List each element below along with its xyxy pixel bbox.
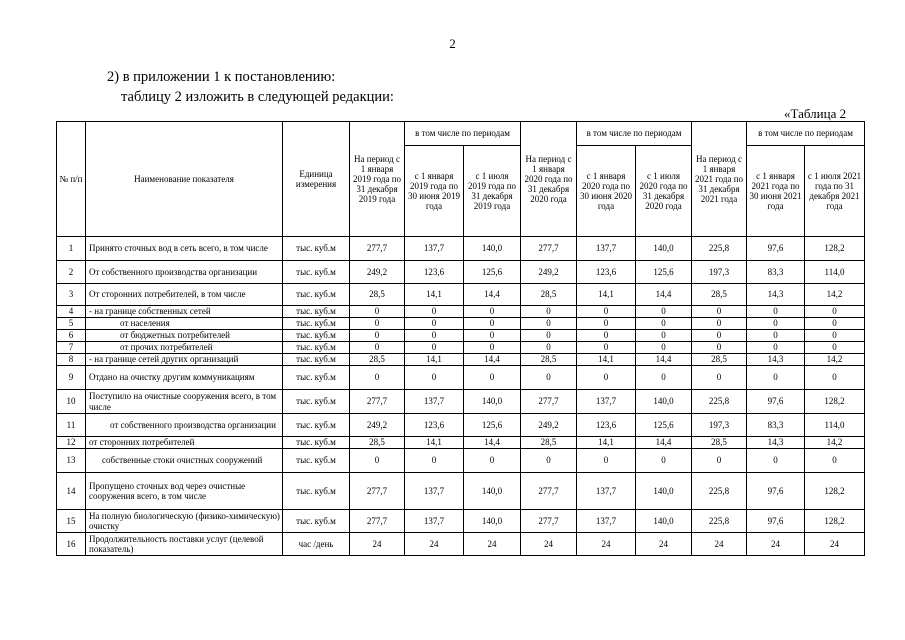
table-row [57,366,865,390]
value-cell: 28,5 [521,437,577,449]
value-cell: 0 [405,318,464,330]
value-cell: 249,2 [350,261,405,284]
value-cell: 0 [636,330,692,342]
value-cell: 0 [577,342,636,354]
value-cell: 277,7 [350,390,405,414]
value-cell: 197,3 [692,261,747,284]
value-cell: 197,3 [692,414,747,437]
value-cell: 14,1 [405,354,464,366]
header-total-2021: На период с 1 января 2021 года по 31 декабря 2021 года [692,122,747,237]
value-cell: 14,1 [405,284,464,306]
value-cell: 0 [747,449,805,473]
indicator-name: Поступило на очистные сооружения всего, в том числе [86,390,283,414]
value-cell: 14,4 [464,437,521,449]
row-number: 5 [57,318,86,330]
value-cell: 0 [464,318,521,330]
value-cell: 28,5 [350,354,405,366]
unit-cell: тыс. куб.м [283,237,350,261]
value-cell: 0 [692,306,747,318]
header-h1-2019: с 1 января 2019 года по 30 июня 2019 года [405,146,464,237]
header-name: Наименование показателя [86,122,283,237]
value-cell: 140,0 [636,390,692,414]
value-cell: 128,2 [805,390,865,414]
value-cell: 125,6 [464,261,521,284]
value-cell: 0 [747,366,805,390]
value-cell: 277,7 [350,510,405,533]
value-cell: 0 [577,306,636,318]
value-cell: 249,2 [521,414,577,437]
value-cell: 97,6 [747,237,805,261]
unit-cell: тыс. куб.м [283,318,350,330]
value-cell: 28,5 [692,437,747,449]
value-cell: 14,2 [805,437,865,449]
value-cell: 14,2 [805,354,865,366]
table-header [57,122,865,237]
row-number: 11 [57,414,86,437]
row-number: 12 [57,437,86,449]
table-row [57,414,865,437]
value-cell: 0 [692,366,747,390]
intro-line-2: таблицу 2 изложить в следующей редакции: [121,89,394,105]
table-row [57,261,865,284]
header-h2-2019: с 1 июля 2019 года по 31 декабря 2019 года [464,146,521,237]
header-h1-2021: с 1 января 2021 года по 30 июня 2021 года [747,146,805,237]
row-number: 13 [57,449,86,473]
value-cell: 83,3 [747,261,805,284]
table-row [57,342,865,354]
row-number: 1 [57,237,86,261]
value-cell: 24 [464,533,521,556]
unit-cell: тыс. куб.м [283,261,350,284]
value-cell: 0 [636,449,692,473]
value-cell: 0 [692,330,747,342]
value-cell: 0 [577,366,636,390]
table-caption: «Таблица 2 [784,106,847,121]
value-cell: 24 [805,533,865,556]
value-cell: 28,5 [521,284,577,306]
row-number: 7 [57,342,86,354]
value-cell: 0 [805,366,865,390]
header-h1-2020: с 1 января 2020 года по 30 июня 2020 года [577,146,636,237]
table-row [57,510,865,533]
unit-cell: час /день [283,533,350,556]
value-cell: 14,4 [636,437,692,449]
row-number: 3 [57,284,86,306]
value-cell: 0 [350,318,405,330]
row-number: 10 [57,390,86,414]
value-cell: 0 [747,318,805,330]
value-cell: 14,4 [636,284,692,306]
value-cell: 0 [350,342,405,354]
value-cell: 14,4 [464,354,521,366]
value-cell: 0 [464,342,521,354]
value-cell: 0 [405,449,464,473]
value-cell: 0 [805,318,865,330]
value-cell: 14,4 [464,284,521,306]
value-cell: 97,6 [747,473,805,510]
unit-cell: тыс. куб.м [283,342,350,354]
unit-cell: тыс. куб.м [283,414,350,437]
value-cell: 140,0 [636,510,692,533]
value-cell: 0 [405,306,464,318]
value-cell: 114,0 [805,261,865,284]
value-cell: 0 [464,330,521,342]
value-cell: 0 [350,449,405,473]
value-cell: 137,7 [577,237,636,261]
value-cell: 0 [521,366,577,390]
row-number: 16 [57,533,86,556]
value-cell: 125,6 [636,261,692,284]
value-cell: 0 [350,306,405,318]
unit-cell: тыс. куб.м [283,354,350,366]
indicator-name: Продолжительность поставки услуг (целевой показатель) [86,533,283,556]
value-cell: 24 [405,533,464,556]
value-cell: 225,8 [692,390,747,414]
value-cell: 137,7 [577,473,636,510]
unit-cell: тыс. куб.м [283,437,350,449]
value-cell: 14,1 [577,284,636,306]
value-cell: 0 [521,330,577,342]
header-incl-2021: в том числе по периодам [747,122,865,146]
value-cell: 0 [464,449,521,473]
header-total-2020: На период с 1 января 2020 года по 31 декабря 2020 года [521,122,577,237]
indicator-name: Отдано на очистку другим коммуникациям [86,366,283,390]
page-number: 2 [449,36,456,51]
unit-cell: тыс. куб.м [283,330,350,342]
value-cell: 128,2 [805,237,865,261]
unit-cell: тыс. куб.м [283,473,350,510]
table-row [57,284,865,306]
indicator-name: Принято сточных вод в сеть всего, в том числе [86,237,283,261]
unit-cell: тыс. куб.м [283,449,350,473]
table-row [57,473,865,510]
value-cell: 14,3 [747,284,805,306]
value-cell: 123,6 [577,261,636,284]
value-cell: 97,6 [747,390,805,414]
value-cell: 24 [350,533,405,556]
value-cell: 137,7 [577,390,636,414]
value-cell: 0 [692,342,747,354]
value-cell: 83,3 [747,414,805,437]
value-cell: 140,0 [464,390,521,414]
value-cell: 140,0 [636,473,692,510]
value-cell: 128,2 [805,510,865,533]
value-cell: 28,5 [350,284,405,306]
value-cell: 137,7 [405,390,464,414]
header-h2-2021: с 1 июля 2021 года по 31 декабря 2021 года [805,146,865,237]
unit-cell: тыс. куб.м [283,366,350,390]
value-cell: 137,7 [405,510,464,533]
value-cell: 125,6 [464,414,521,437]
value-cell: 123,6 [577,414,636,437]
table-row [57,318,865,330]
header-num: № п/п [57,122,86,237]
indicator-name: На полную биологическую (физико-химическую) очистку [86,510,283,533]
value-cell: 14,3 [747,354,805,366]
value-cell: 0 [747,306,805,318]
value-cell: 140,0 [464,510,521,533]
unit-cell: тыс. куб.м [283,284,350,306]
value-cell: 137,7 [405,237,464,261]
value-cell: 14,1 [577,437,636,449]
value-cell: 0 [464,306,521,318]
value-cell: 0 [577,330,636,342]
value-cell: 14,3 [747,437,805,449]
table-row [57,390,865,414]
value-cell: 0 [350,366,405,390]
value-cell: 14,1 [577,354,636,366]
value-cell: 137,7 [405,473,464,510]
value-cell: 24 [577,533,636,556]
table-row [57,330,865,342]
value-cell: 123,6 [405,414,464,437]
table-row [57,533,865,556]
value-cell: 277,7 [521,510,577,533]
indicator-name: от бюджетных потребителей [86,330,283,342]
indicator-name: - на границе собственных сетей [86,306,283,318]
value-cell: 0 [577,318,636,330]
unit-cell: тыс. куб.м [283,306,350,318]
value-cell: 277,7 [350,473,405,510]
value-cell: 14,2 [805,284,865,306]
value-cell: 140,0 [464,473,521,510]
value-cell: 140,0 [636,237,692,261]
row-number: 6 [57,330,86,342]
value-cell: 277,7 [521,237,577,261]
indicator-name: от населения [86,318,283,330]
row-number: 2 [57,261,86,284]
value-cell: 28,5 [350,437,405,449]
header-unit: Единица измерения [283,122,350,237]
row-number: 14 [57,473,86,510]
value-cell: 0 [805,330,865,342]
value-cell: 0 [636,342,692,354]
value-cell: 249,2 [350,414,405,437]
value-cell: 277,7 [521,473,577,510]
indicator-name: от собственного производства организации [86,414,283,437]
value-cell: 0 [747,342,805,354]
value-cell: 0 [521,318,577,330]
value-cell: 0 [805,449,865,473]
value-cell: 0 [577,449,636,473]
value-cell: 0 [747,330,805,342]
value-cell: 114,0 [805,414,865,437]
table-body [57,237,865,556]
row-number: 15 [57,510,86,533]
value-cell: 128,2 [805,473,865,510]
value-cell: 125,6 [636,414,692,437]
value-cell: 0 [350,330,405,342]
value-cell: 28,5 [521,354,577,366]
value-cell: 14,1 [405,437,464,449]
table-row [57,306,865,318]
value-cell: 0 [805,306,865,318]
table-row [57,354,865,366]
value-cell: 0 [636,306,692,318]
value-cell: 225,8 [692,510,747,533]
value-cell: 0 [692,449,747,473]
value-cell: 137,7 [577,510,636,533]
value-cell: 0 [636,318,692,330]
header-h2-2020: с 1 июля 2020 года по 31 декабря 2020 года [636,146,692,237]
value-cell: 277,7 [521,390,577,414]
value-cell: 0 [805,342,865,354]
indicator-name: Пропущено сточных вод через очистные сооружения всего, в том числе [86,473,283,510]
indicator-name: от прочих потребителей [86,342,283,354]
unit-cell: тыс. куб.м [283,510,350,533]
value-cell: 0 [521,342,577,354]
indicator-name: от сторонних потребителей [86,437,283,449]
value-cell: 14,4 [636,354,692,366]
value-cell: 0 [636,366,692,390]
value-cell: 28,5 [692,284,747,306]
value-cell: 0 [692,318,747,330]
indicator-name: От сторонних потребителей, в том числе [86,284,283,306]
value-cell: 28,5 [692,354,747,366]
row-number: 4 [57,306,86,318]
row-number: 8 [57,354,86,366]
value-cell: 97,6 [747,510,805,533]
value-cell: 277,7 [350,237,405,261]
value-cell: 0 [405,330,464,342]
value-cell: 0 [521,449,577,473]
header-incl-2020: в том числе по периодам [577,122,692,146]
unit-cell: тыс. куб.м [283,390,350,414]
header-incl-2019: в том числе по периодам [405,122,521,146]
intro-line-1: 2) в приложении 1 к постановлению: [107,69,336,85]
value-cell: 0 [521,306,577,318]
indicator-name: - на границе сетей других организаций [86,354,283,366]
value-cell: 140,0 [464,237,521,261]
value-cell: 24 [521,533,577,556]
value-cell: 24 [636,533,692,556]
value-cell: 24 [747,533,805,556]
table-row [57,449,865,473]
value-cell: 0 [405,366,464,390]
value-cell: 0 [464,366,521,390]
value-cell: 249,2 [521,261,577,284]
value-cell: 225,8 [692,237,747,261]
value-cell: 123,6 [405,261,464,284]
indicator-name: От собственного производства организации [86,261,283,284]
row-number: 9 [57,366,86,390]
table-row [57,237,865,261]
indicator-name: собственные стоки очистных сооружений [86,449,283,473]
indicator-table [56,121,865,556]
header-total-2019: На период с 1 января 2019 года по 31 декабря 2019 года [350,122,405,237]
table-row [57,437,865,449]
value-cell: 24 [692,533,747,556]
value-cell: 225,8 [692,473,747,510]
value-cell: 0 [405,342,464,354]
